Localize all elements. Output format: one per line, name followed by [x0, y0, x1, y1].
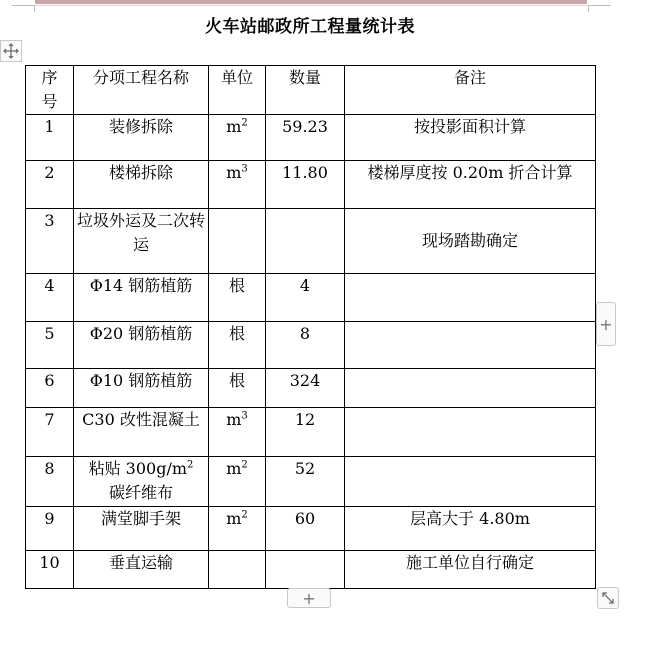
page-top-rule	[35, 5, 587, 6]
table-row	[26, 161, 596, 209]
plus-icon: +	[302, 588, 316, 608]
cell-remark: 现场踏勘确定	[345, 209, 596, 274]
table-move-handle[interactable]	[0, 40, 22, 62]
cell-unit: $m^2$	[209, 115, 266, 161]
cell-unit: $m^3$	[209, 408, 266, 457]
table-row	[26, 369, 596, 408]
cell-unit: 根	[209, 274, 266, 322]
cell-name: 垂直运输	[74, 551, 209, 589]
cell-name: C30 改性混凝土	[74, 408, 209, 457]
header-remark: 备注	[345, 66, 596, 115]
cell-unit	[209, 551, 266, 589]
header-unit: 单位	[209, 66, 266, 115]
cell-index: 7	[26, 408, 74, 457]
cell-name: Φ20 钢筋植筋	[74, 322, 209, 369]
cell-index: 2	[26, 161, 74, 209]
cell-unit: 根	[209, 322, 266, 369]
cell-name: 垃圾外运及二次转运	[74, 209, 209, 274]
cell-quantity: 4	[266, 274, 345, 322]
cell-quantity: 12	[266, 408, 345, 457]
cell-name: Φ10 钢筋植筋	[74, 369, 209, 408]
cell-unit: $m^2$	[209, 507, 266, 551]
cell-remark	[345, 457, 596, 507]
cell-index: 9	[26, 507, 74, 551]
cell-remark: 层高大于 4.80m	[345, 507, 596, 551]
cell-index: 8	[26, 457, 74, 507]
cell-index: 5	[26, 322, 74, 369]
header-name: 分项工程名称	[74, 66, 209, 115]
cell-quantity: 324	[266, 369, 345, 408]
cell-name: 楼梯拆除	[74, 161, 209, 209]
cell-unit: $m^2$	[209, 457, 266, 507]
cell-remark: 楼梯厚度按 0.20m 折合计算	[345, 161, 596, 209]
cell-unit	[209, 209, 266, 274]
cell-quantity: 11.80	[266, 161, 345, 209]
table-row	[26, 209, 596, 274]
cell-name: Φ14 钢筋植筋	[74, 274, 209, 322]
page-top-edge	[0, 0, 647, 12]
cell-quantity	[266, 551, 345, 589]
cell-quantity: 52	[266, 457, 345, 507]
table-row	[26, 115, 596, 161]
page-corner-mark-left	[12, 5, 35, 12]
cell-remark	[345, 408, 596, 457]
cell-remark	[345, 274, 596, 322]
cell-remark	[345, 369, 596, 408]
cell-name: 满堂脚手架	[74, 507, 209, 551]
page-corner-mark-right	[588, 5, 611, 12]
page-top-bar	[35, 0, 587, 4]
add-row-button[interactable]	[287, 588, 331, 608]
table-resize-handle[interactable]	[597, 587, 619, 609]
cell-quantity: 8	[266, 322, 345, 369]
table-row	[26, 408, 596, 457]
table-row	[26, 507, 596, 551]
table-row	[26, 274, 596, 322]
cell-name: 装修拆除	[74, 115, 209, 161]
cell-unit: 根	[209, 369, 266, 408]
table-row	[26, 551, 596, 589]
cell-remark	[345, 322, 596, 369]
table-row	[26, 322, 596, 369]
add-column-button[interactable]	[596, 302, 616, 346]
resize-arrows-icon	[601, 591, 615, 605]
cell-name: 粘贴 $300g/m^2$ 碳纤维布	[74, 457, 209, 507]
plus-icon: +	[599, 314, 613, 334]
header-index: 序号	[26, 66, 74, 115]
quantity-table	[25, 65, 596, 589]
cell-index: 3	[26, 209, 74, 274]
document-title: 火车站邮政所工程量统计表	[205, 17, 415, 37]
cell-unit: $m^3$	[209, 161, 266, 209]
cell-index: 6	[26, 369, 74, 408]
cell-quantity	[266, 209, 345, 274]
cell-remark: 按投影面积计算	[345, 115, 596, 161]
table-header-row	[26, 66, 596, 115]
cell-remark: 施工单位自行确定	[345, 551, 596, 589]
table-row	[26, 457, 596, 507]
header-quantity: 数量	[266, 66, 345, 115]
cell-quantity: 59.23	[266, 115, 345, 161]
cell-index: 1	[26, 115, 74, 161]
cell-quantity: 60	[266, 507, 345, 551]
cell-index: 4	[26, 274, 74, 322]
move-arrows-icon	[3, 43, 19, 59]
cell-index: 10	[26, 551, 74, 589]
